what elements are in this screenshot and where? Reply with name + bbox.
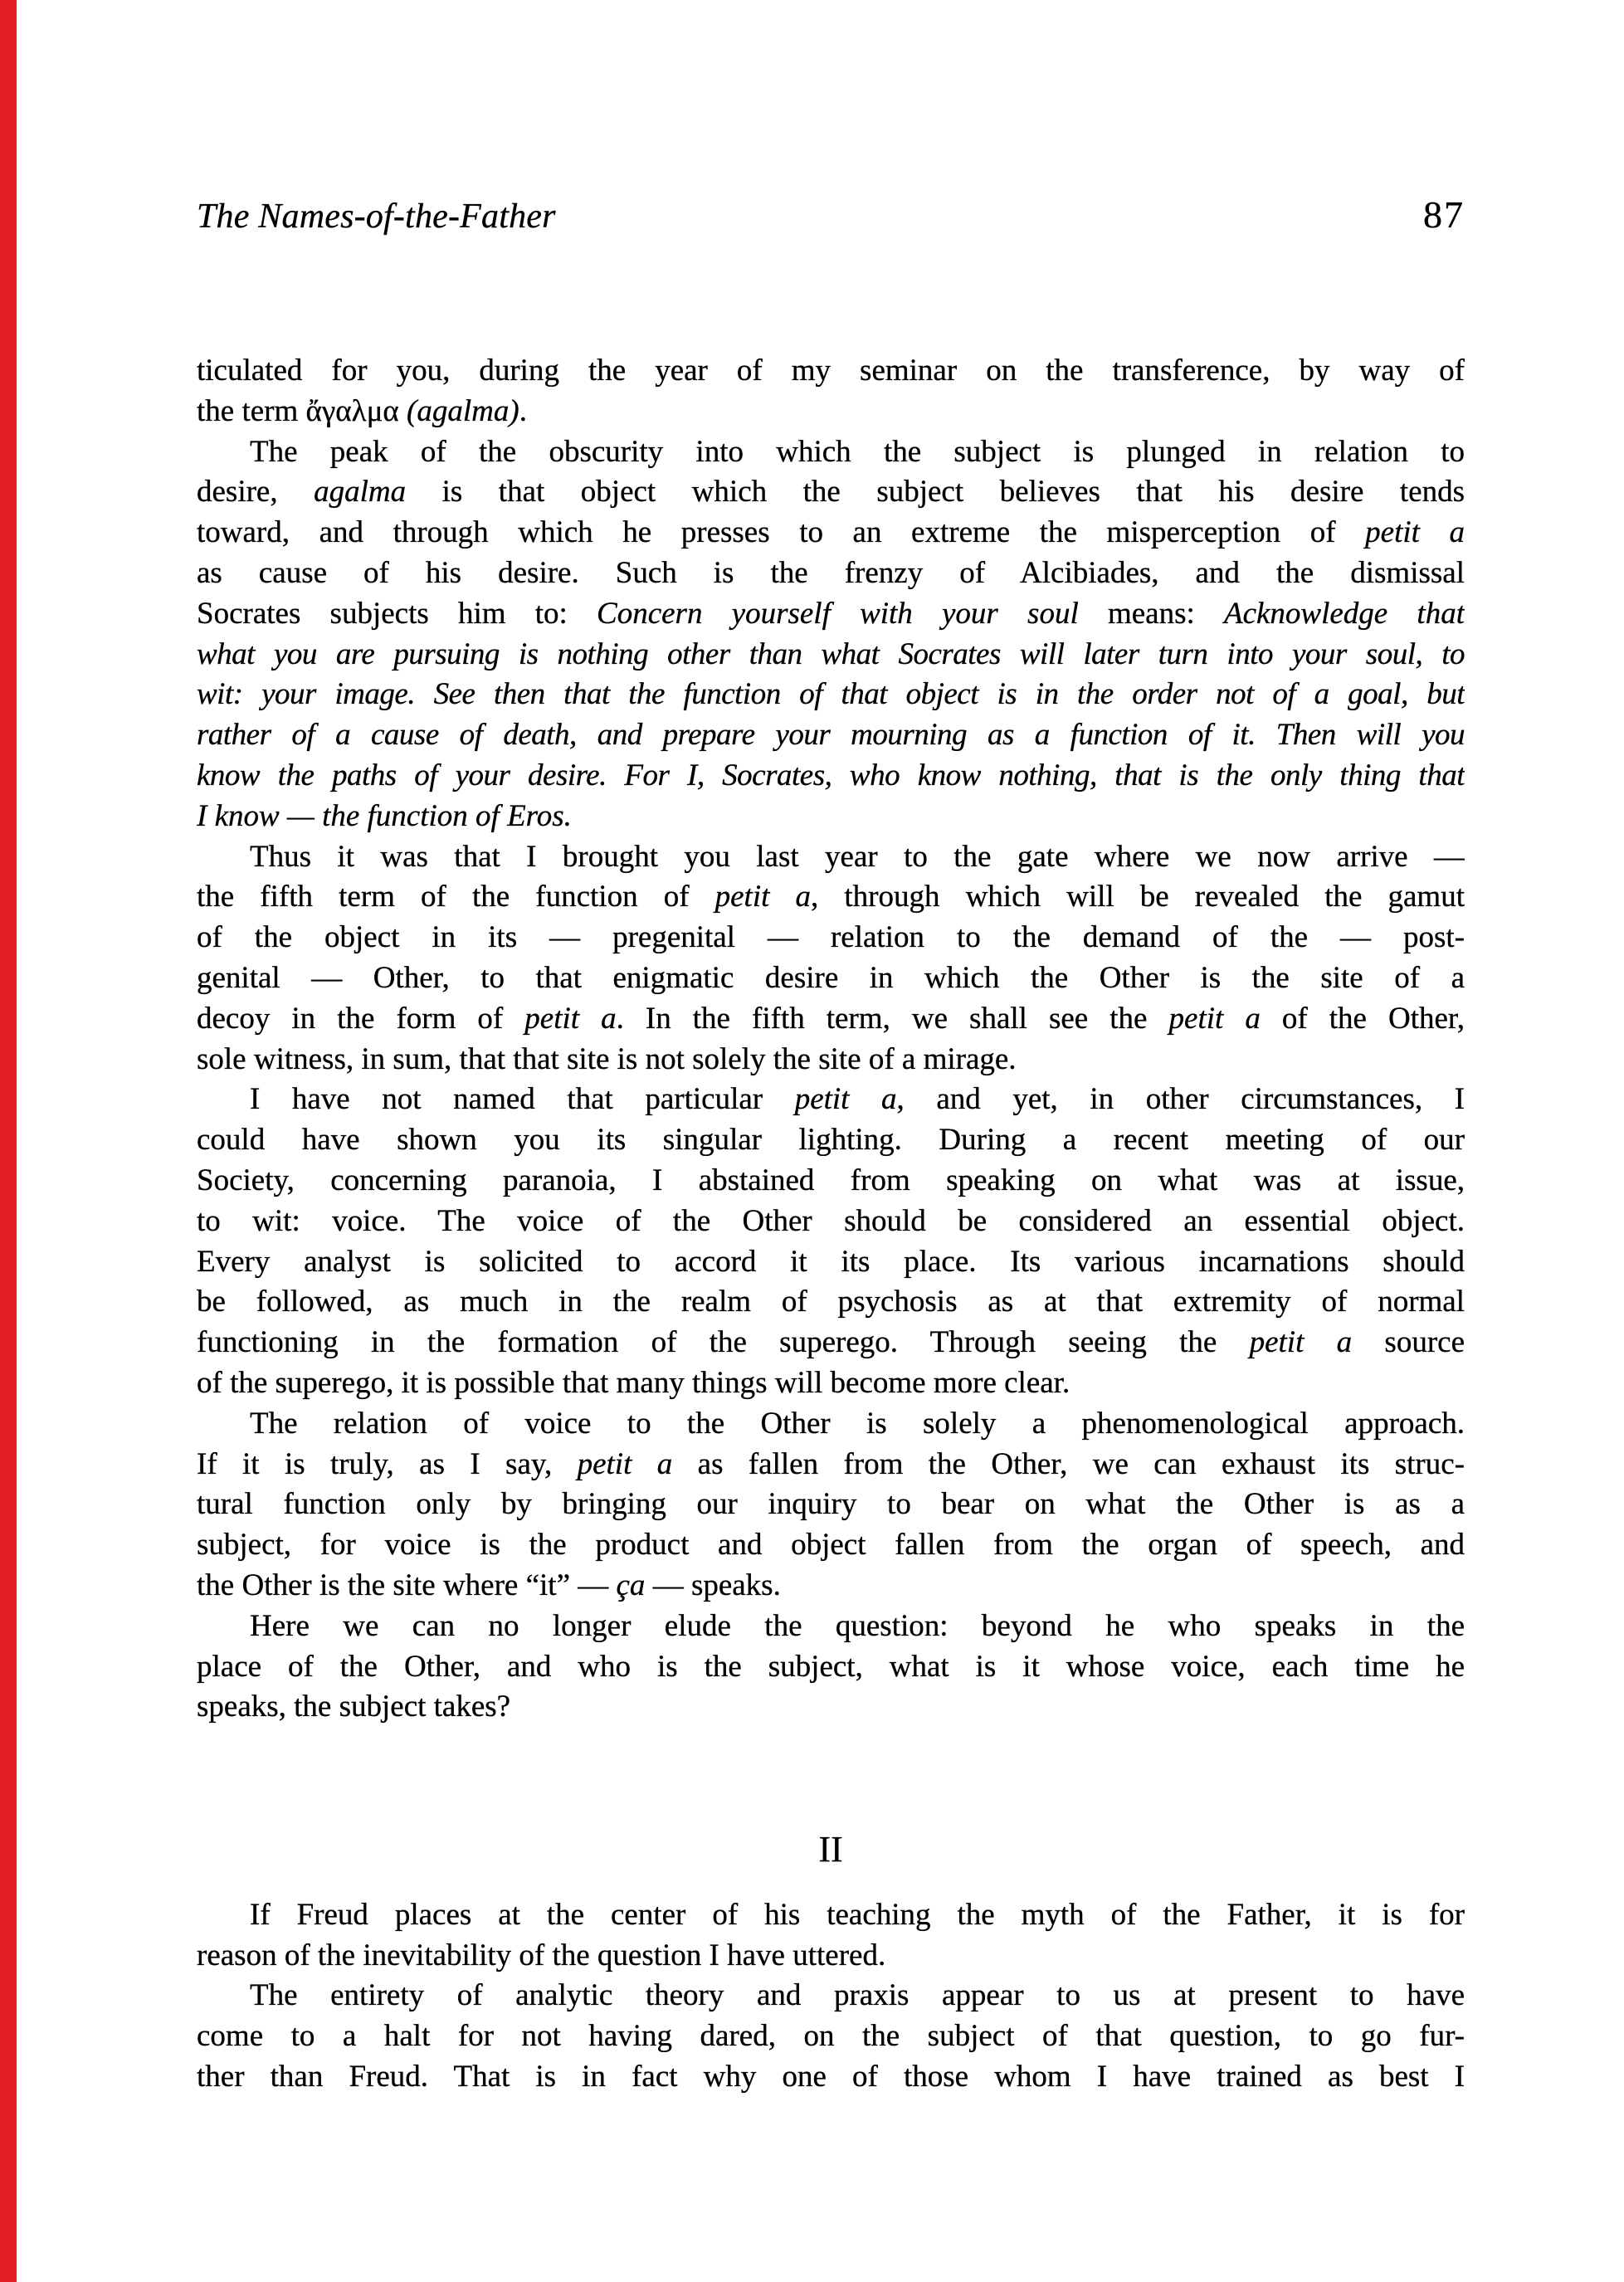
italic-text: rather of a cause of death, and prepare your mourning as a function of it. Then will you xyxy=(197,718,1465,753)
text-run: — speaks. xyxy=(645,1568,781,1602)
text-line xyxy=(197,1525,1465,1566)
text-run: If it is truly, as I say, xyxy=(197,1446,578,1481)
text-line xyxy=(197,1607,1465,1647)
italic-text: petit a xyxy=(524,1001,617,1036)
text-run: Here we can no longer elude the question: beyond he who speaks in the xyxy=(250,1608,1465,1643)
text-line xyxy=(197,1404,1465,1445)
text-run: reason of the inevitability of the question I have uttered. xyxy=(197,1938,886,1972)
paragraph xyxy=(197,1607,1465,1728)
italic-text: petit a xyxy=(714,880,811,914)
paragraph xyxy=(197,1895,1465,1977)
text-line xyxy=(197,877,1465,918)
text-line xyxy=(197,1687,1465,1728)
text-line xyxy=(197,1976,1465,2016)
paragraph xyxy=(197,1404,1465,1607)
text-run: of the object in its — pregenital — relation to the demand of the — post- xyxy=(197,920,1465,955)
text-line xyxy=(197,797,1465,837)
text-run: as cause of his desire. Such is the frenzy of Alcibiades, and the dismissal xyxy=(197,555,1465,590)
text-line xyxy=(197,1120,1465,1161)
text-line xyxy=(197,1080,1465,1120)
text-run: If Freud places at the center of his teaching the myth of the Father, it is for xyxy=(250,1897,1465,1932)
text-run: Society, concerning paranoia, I abstained from speaking on what was at issue, xyxy=(197,1163,1465,1197)
text-line xyxy=(197,432,1465,473)
paragraph xyxy=(197,837,1465,1080)
scan-edge-strip xyxy=(0,0,17,2282)
italic-text: I know — the function of Eros. xyxy=(197,798,572,833)
text-run: functioning in the formation of the superego. Through seeing the xyxy=(197,1325,1250,1360)
text-run: subject, for voice is the product and object fallen from the organ of speech, and xyxy=(197,1528,1465,1563)
text-run: to wit: voice. The voice of the Other should be considered an essential object. xyxy=(197,1203,1465,1238)
text-run: decoy in the form of xyxy=(197,1001,525,1036)
paragraph xyxy=(197,1976,1465,2097)
italic-text: petit a xyxy=(794,1082,897,1117)
paragraph xyxy=(197,432,1465,837)
text-run: , through which will be revealed the gamut xyxy=(811,880,1465,914)
italic-text: what you are pursuing is nothing other than what Socrates will later turn into your soul, to xyxy=(197,636,1465,671)
text-line xyxy=(197,1040,1465,1080)
text-line xyxy=(197,392,1465,432)
italic-text: petit a xyxy=(1249,1325,1353,1360)
text-run: be followed, as much in the realm of psychosis as at that extremity of normal xyxy=(197,1285,1465,1319)
paragraph xyxy=(197,1080,1465,1403)
text-line xyxy=(197,635,1465,675)
text-run: . xyxy=(519,393,527,428)
text-run: means: xyxy=(1078,596,1224,631)
text-run: of the superego, it is possible that many things will become more clear. xyxy=(197,1365,1070,1400)
text-line xyxy=(197,513,1465,553)
italic-text: petit a xyxy=(577,1446,673,1481)
text-run: . In the fifth term, we shall see the xyxy=(616,1001,1169,1036)
text-run: ther than Freud. That is in fact why one of those whom I have trained as best I xyxy=(197,2060,1465,2094)
text-line xyxy=(197,1282,1465,1323)
italic-text: Concern yourself with your soul xyxy=(597,596,1079,631)
italic-text: wit: your image. See then that the function of that object is in the order not of a goal, but xyxy=(197,677,1465,712)
text-run: The relation of voice to the Other is solely a phenomenological approach. xyxy=(250,1406,1465,1441)
italic-text: know the paths of your desire. For I, Socrates, who know nothing, that is the only thing that xyxy=(197,758,1465,792)
italic-text: petit a xyxy=(1365,515,1465,550)
text-line xyxy=(197,1363,1465,1404)
text-run: I have not named that particular xyxy=(250,1082,795,1117)
text-line xyxy=(197,1161,1465,1202)
italic-text: Acknowledge that xyxy=(1223,596,1465,631)
text-run: the term ἄγαλμα xyxy=(197,393,407,428)
text-line xyxy=(197,675,1465,715)
italic-text: (agalma) xyxy=(407,393,519,428)
text-run: place of the Other, and who is the subject, what is it whose voice, each time he xyxy=(197,1649,1465,1684)
text-run: desire, xyxy=(197,475,315,510)
text-run: toward, and through which he presses to an extreme the misperception of xyxy=(197,515,1366,550)
text-run: tural function only by bringing our inquiry to bear on what the Other is as a xyxy=(197,1487,1465,1522)
text-run: of the Other, xyxy=(1260,1001,1465,1036)
text-line xyxy=(197,715,1465,756)
page-number: 87 xyxy=(1423,193,1465,236)
italic-text: ça xyxy=(616,1568,646,1602)
text-run: source xyxy=(1352,1325,1465,1360)
text-run: as fallen from the Other, we can exhaust its struc- xyxy=(672,1446,1465,1481)
text-line xyxy=(197,918,1465,958)
text-run: Every analyst is solicited to accord it its place. Its various incarnations should xyxy=(197,1244,1465,1279)
text-run: ticulated for you, during the year of my seminar on the transference, by way of xyxy=(197,354,1465,388)
text-line xyxy=(197,999,1465,1040)
text-line xyxy=(197,1895,1465,1936)
text-line xyxy=(197,1445,1465,1485)
text-line xyxy=(197,1242,1465,1283)
text-line xyxy=(197,553,1465,594)
text-line xyxy=(197,837,1465,878)
text-run: the fifth term of the function of xyxy=(197,880,715,914)
text-run: the Other is the site where “it” — xyxy=(197,1568,617,1602)
text-line xyxy=(197,594,1465,635)
page-header xyxy=(197,193,1465,236)
body-text xyxy=(197,351,1465,2098)
text-line xyxy=(197,1323,1465,1363)
text-line xyxy=(197,2057,1465,2098)
text-run: , and yet, in other circumstances, I xyxy=(896,1082,1465,1117)
text-run: could have shown you its singular lighting. During a recent meeting of our xyxy=(197,1123,1465,1158)
text-line xyxy=(197,1202,1465,1242)
text-run: come to a halt for not having dared, on the subject of that question, to go fur- xyxy=(197,2019,1465,2054)
text-run: genital — Other, to that enigmatic desire in which the Other is the site of a xyxy=(197,960,1465,995)
text-line xyxy=(197,756,1465,797)
text-line xyxy=(197,2016,1465,2057)
text-line xyxy=(197,1647,1465,1688)
running-title: The Names-of-the-Father xyxy=(197,197,556,236)
text-line xyxy=(197,958,1465,999)
text-run: sole witness, in sum, that that site is not solely the site of a mirage. xyxy=(197,1041,1017,1076)
italic-text: petit a xyxy=(1168,1001,1261,1036)
text-line xyxy=(197,1936,1465,1977)
text-line xyxy=(197,472,1465,513)
text-run: is that object which the subject believes that his desire tends xyxy=(406,475,1465,510)
italic-text: agalma xyxy=(314,475,407,510)
text-run: The entirety of analytic theory and praxis appear to us at present to have xyxy=(250,1978,1465,2013)
text-line xyxy=(197,351,1465,392)
paragraph xyxy=(197,351,1465,432)
text-run: speaks, the subject takes? xyxy=(197,1690,511,1724)
text-run: Socrates subjects him to: xyxy=(197,596,597,631)
text-run: Thus it was that I brought you last year to the gate where we now arrive — xyxy=(250,839,1465,874)
text-line xyxy=(197,1566,1465,1607)
text-line xyxy=(197,1485,1465,1525)
text-run: The peak of the obscurity into which the subject is plunged in relation to xyxy=(250,434,1465,469)
section-heading: II xyxy=(818,1829,843,1870)
